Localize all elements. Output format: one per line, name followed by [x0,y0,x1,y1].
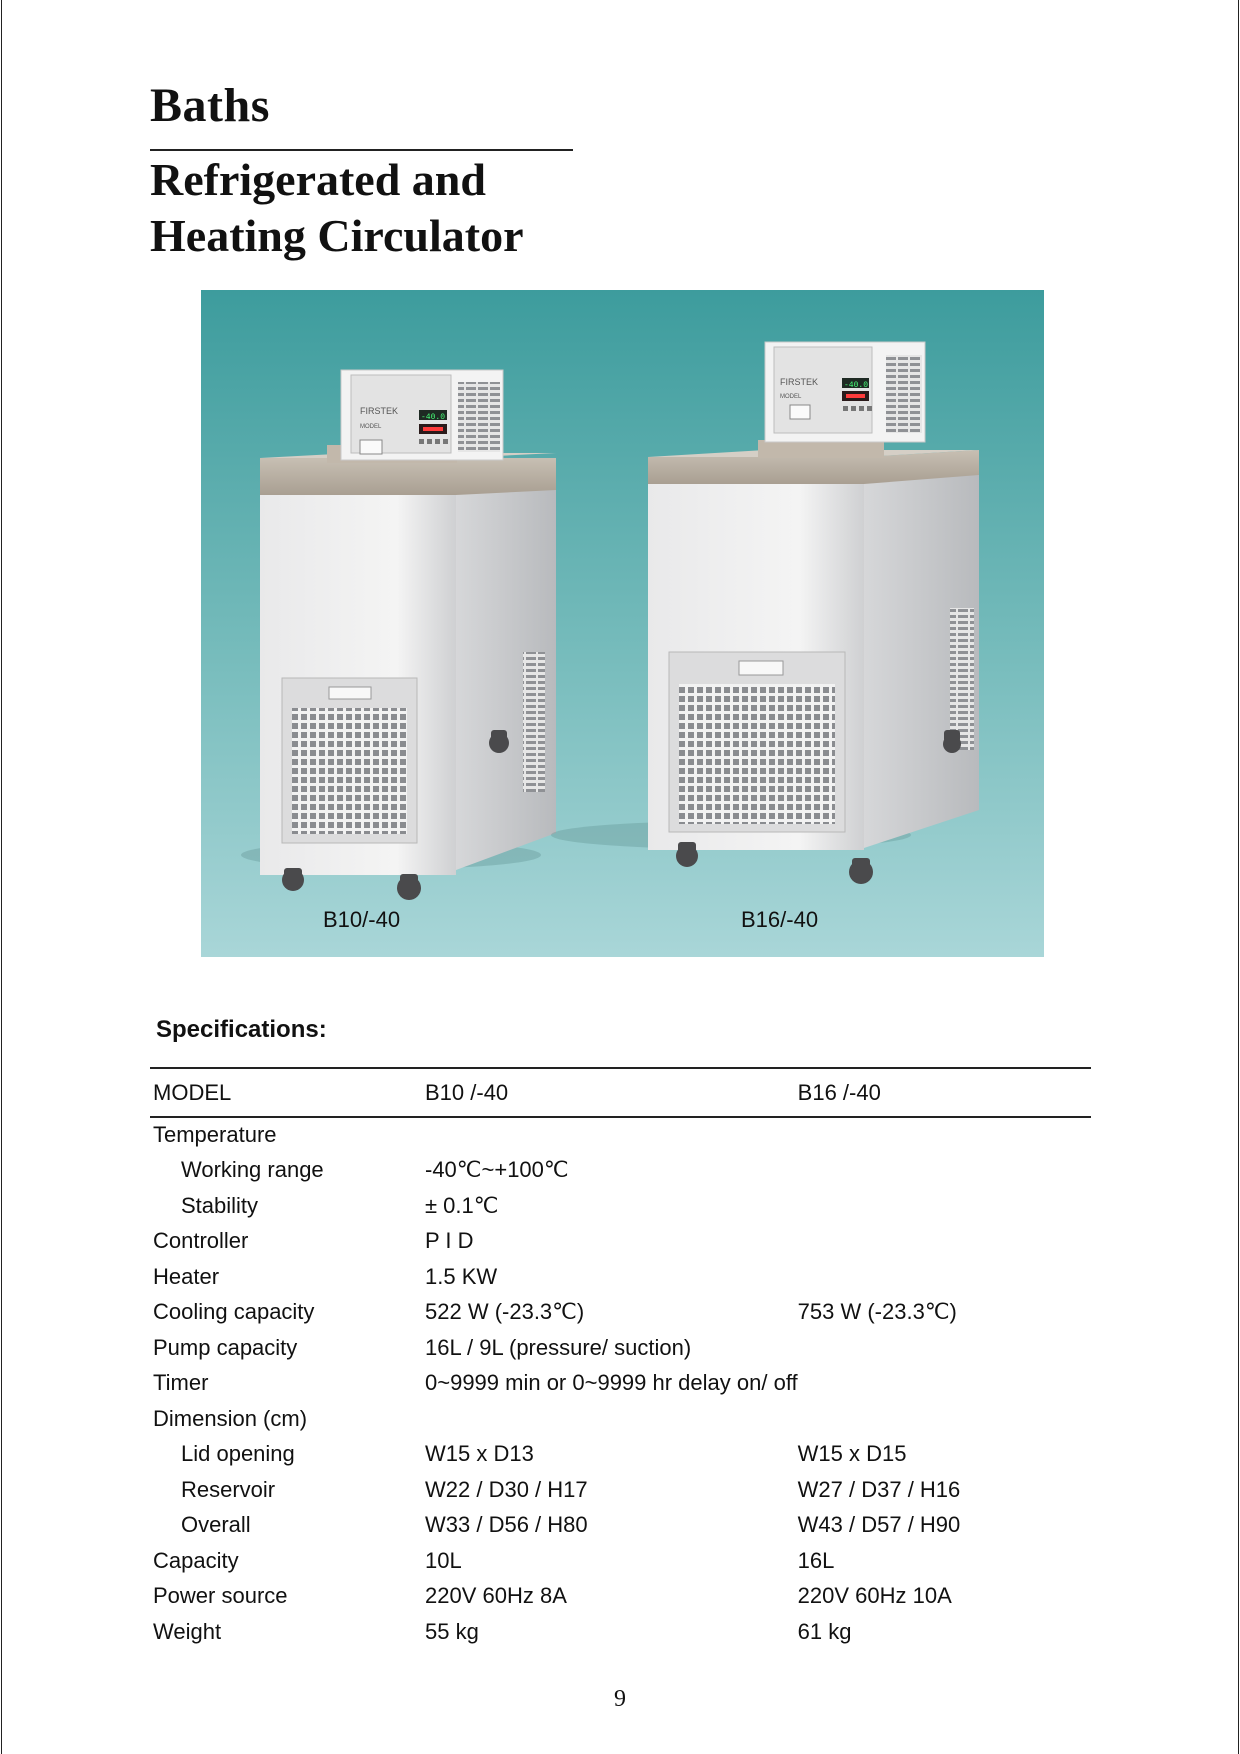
page-subtitle [150,152,523,264]
row-label: Lid opening [181,1441,295,1467]
row-value-a: 55 kg [425,1618,479,1644]
page-border-left [1,0,2,1754]
caption-b10: B10/-40 [323,907,401,932]
row-value-b [798,1153,1098,1189]
product-photo [201,290,1044,957]
header-model-b: B16 /-40 [797,1080,881,1105]
controller-brand-text-2: FIRSTEK [780,377,819,387]
row-value-a: 16L / 9L (pressure/ suction) [425,1334,692,1360]
row-value-b [798,1188,1098,1224]
row-value-a: 1.5 KW [425,1263,498,1289]
table-row [153,1401,1098,1437]
subtitle-line-2: Heating Circulator [150,210,524,261]
table-row [153,1330,1098,1366]
display-value-text: -40.0 [421,413,446,422]
row-label: Cooling capacity [153,1299,315,1325]
row-label: Stability [181,1192,259,1218]
title-divider [150,149,573,151]
row-value-b: 16L [797,1547,835,1573]
row-value-a: 10L [425,1547,462,1573]
product-illustration [201,290,1044,957]
row-value-b [798,1259,1098,1295]
table-row [153,1188,1098,1224]
row-value-b: W15 x D15 [797,1441,907,1467]
row-label: Reservoir [181,1476,276,1502]
page-number: 9 [614,1686,626,1712]
specifications-heading: Specifications: [156,1016,327,1043]
row-value-a: -40℃~+100℃ [425,1157,569,1183]
table-row [153,1543,1098,1579]
caption-b16: B16/-40 [741,907,819,932]
row-label: Overall [181,1512,251,1538]
row-label: Pump capacity [153,1334,298,1360]
row-value-a [425,1111,798,1153]
table-row [153,1111,1098,1153]
header-model-a: B10 /-40 [425,1080,509,1105]
row-value-b: 61 kg [797,1618,852,1644]
controller-brand-text: FIRSTEK [360,406,399,416]
table-row [153,1437,1098,1473]
row-value-b [798,1401,1098,1437]
subtitle-line-1: Refrigerated and [150,154,486,205]
specifications-table [153,1075,1098,1650]
page-title: Baths [150,79,270,132]
row-value-b [798,1111,1098,1153]
display-value-text-2: -40.0 [844,381,869,390]
page-border-right [1238,0,1239,1754]
row-label: Weight [153,1618,222,1644]
row-label: Timer [153,1370,209,1396]
table-top-rule [150,1067,1091,1069]
table-row [153,1259,1098,1295]
row-label: Temperature [153,1121,277,1147]
row-label: Power source [153,1583,288,1609]
row-value-a: 0~9999 min or 0~9999 hr delay on/ off [425,1370,798,1396]
row-value-b: W27 / D37 / H16 [797,1476,961,1502]
row-value-b [798,1366,1098,1402]
row-value-a: P I D [425,1228,474,1254]
row-value-b: W43 / D57 / H90 [797,1512,961,1538]
table-row [153,1508,1098,1544]
row-value-a: 220V 60Hz 8A [425,1583,567,1609]
row-value-b: 753 W (-23.3℃) [797,1299,957,1325]
table-row [153,1295,1098,1331]
row-value-a: W22 / D30 / H17 [425,1476,588,1502]
row-label: Working range [181,1157,324,1183]
controller-model-text: MODEL [360,424,382,430]
header-model-label: MODEL [153,1080,232,1105]
row-value-a [425,1401,798,1437]
row-label: Controller [153,1228,249,1254]
row-value-b [798,1224,1098,1260]
row-label: Capacity [153,1547,239,1573]
table-row [153,1153,1098,1189]
row-value-a: W15 x D13 [425,1441,534,1467]
table-row [153,1614,1098,1650]
row-label: Heater [153,1263,220,1289]
table-row [153,1366,1098,1402]
table-row [153,1579,1098,1615]
row-value-b [798,1330,1098,1366]
table-header-row [153,1075,1098,1111]
row-value-a: W33 / D56 / H80 [425,1512,588,1538]
table-row [153,1224,1098,1260]
row-label: Dimension (cm) [153,1405,308,1431]
row-value-a: ± 0.1℃ [425,1192,499,1218]
row-value-b: 220V 60Hz 10A [797,1583,952,1609]
table-row [153,1472,1098,1508]
controller-model-text-2: MODEL [780,394,802,400]
row-value-a: 522 W (-23.3℃) [425,1299,585,1325]
